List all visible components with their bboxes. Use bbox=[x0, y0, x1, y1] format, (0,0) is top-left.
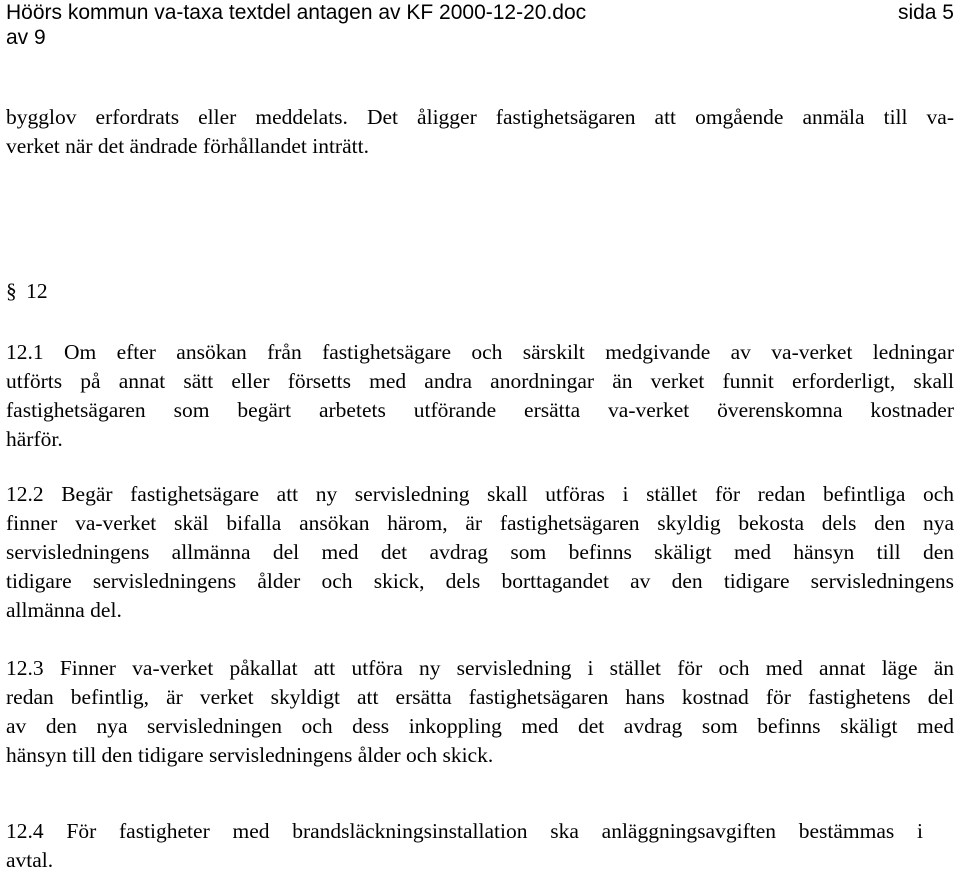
document-title: Höörs kommun va-taxa textdel antagen av KF 2000-12-20.doc bbox=[6, 1, 587, 24]
paragraph-line: 12.1 Om efter ansökan från fastighetsägare och särskilt medgivande av va-verket ledningar bbox=[6, 340, 954, 364]
paragraph-line: fastighetsägaren som begärt arbetets utförande ersätta va-verket överenskomna kostnader bbox=[6, 398, 954, 422]
header-top-row bbox=[6, 0, 954, 25]
page-number: sida 5 bbox=[897, 1, 954, 24]
section-heading bbox=[6, 277, 48, 306]
paragraph-line: 12.2 Begär fastighetsägare att ny servisledning skall utföras i stället för redan befintliga och bbox=[6, 482, 954, 506]
paragraph-line: av den nya servisledningen och dess inkoppling med det avdrag som befinns skäligt med bbox=[6, 714, 954, 738]
paragraph-line: redan befintlig, är verket skyldigt att ersätta fastighetsägaren hans kostnad för fastighetens del bbox=[6, 685, 954, 709]
paragraph-12-3 bbox=[6, 654, 954, 770]
paragraph-line: bygglov erfordrats eller meddelats. Det åligger fastighetsägaren att omgående anmäla till va- bbox=[6, 105, 954, 129]
paragraph-line: allmänna del. bbox=[6, 598, 122, 622]
paragraph-12-2 bbox=[6, 480, 954, 625]
paragraph-line: avtal. bbox=[6, 848, 54, 872]
paragraph-line: 12.3 Finner va-verket påkallat att utföra ny servisledning i stället för och med annat läge än bbox=[6, 656, 954, 680]
paragraph-line: 12.4 För fastigheter med brandsläckningsinstallation ska anläggningsavgiften bestämmas i bbox=[6, 819, 923, 843]
paragraph-line: finner va-verket skäl bifalla ansökan härom, är fastighetsägaren skyldig bekosta dels den nya bbox=[6, 511, 954, 535]
paragraph-line: verket när det ändrade förhållandet inträtt. bbox=[6, 134, 369, 158]
continuation-paragraph bbox=[6, 103, 954, 161]
paragraph-line: servisledningens allmänna del med det avdrag som befinns skäligt med hänsyn till den bbox=[6, 540, 954, 564]
paragraph-line: hänsyn till den tidigare servisledningens ålder och skick. bbox=[6, 743, 494, 767]
section-sign: § bbox=[6, 279, 17, 303]
page-header bbox=[6, 0, 954, 50]
section-number: 12 bbox=[26, 279, 48, 303]
paragraph-line: utförts på annat sätt eller försetts med andra anordningar än verket funnit erforderligt, skall bbox=[6, 369, 954, 393]
paragraph-12-4 bbox=[6, 817, 954, 875]
paragraph-line: tidigare servisledningens ålder och skick, dels borttagandet av den tidigare servisledningens bbox=[6, 569, 954, 593]
paragraph-line: härför. bbox=[6, 427, 63, 451]
paragraph-12-1 bbox=[6, 338, 954, 454]
page-total: av 9 bbox=[6, 26, 46, 49]
